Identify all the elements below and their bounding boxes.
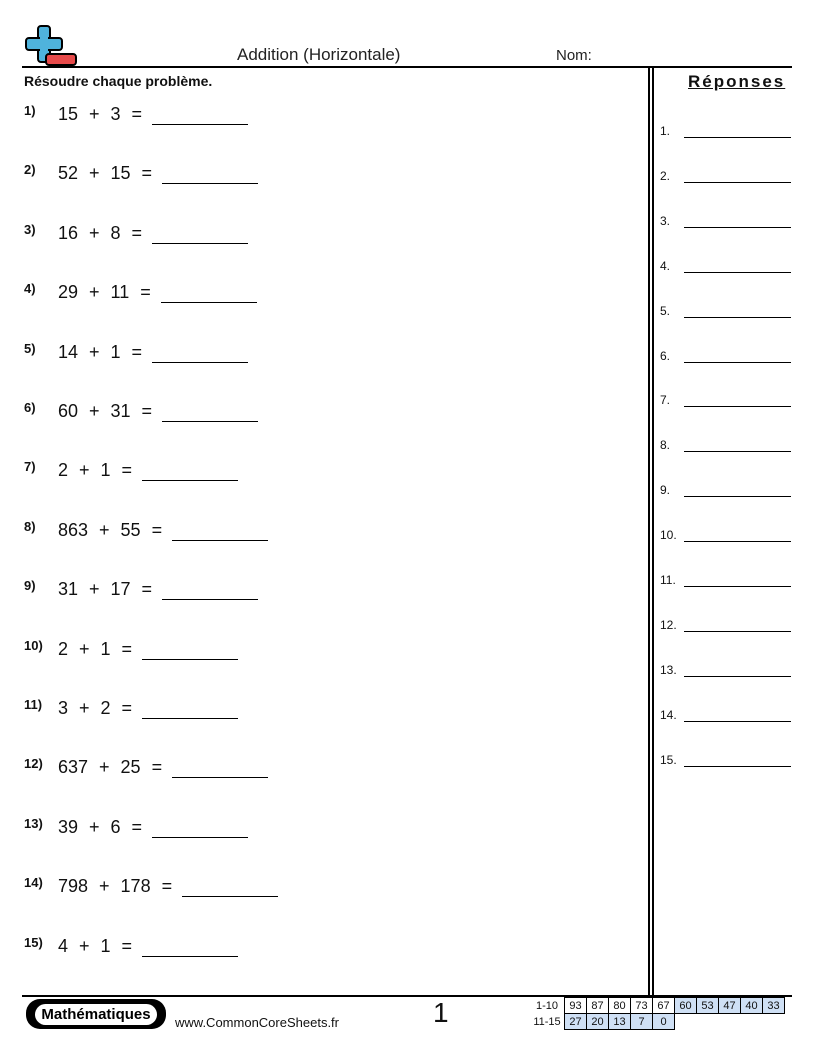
answer-row bbox=[660, 214, 791, 228]
problem-item bbox=[24, 814, 248, 838]
worksheet-title: Addition (Horizontale) bbox=[237, 45, 401, 64]
problem-expression: 863 + 55 = bbox=[58, 519, 163, 540]
problem-item bbox=[24, 279, 257, 303]
answer-line[interactable] bbox=[684, 215, 791, 228]
score-cell: 47 bbox=[719, 998, 741, 1014]
answer-number: 15. bbox=[660, 752, 677, 767]
answer-row bbox=[660, 483, 791, 497]
answer-line[interactable] bbox=[684, 619, 791, 632]
problem-expression: 2 + 1 = bbox=[58, 460, 133, 481]
answer-blank[interactable] bbox=[152, 819, 248, 838]
answer-number: 7. bbox=[660, 393, 671, 408]
answer-blank[interactable] bbox=[172, 759, 268, 778]
problem-expression: 29 + 11 = bbox=[58, 282, 151, 303]
problem-expression: 637 + 25 = bbox=[58, 757, 163, 778]
score-cell: 20 bbox=[587, 1014, 609, 1030]
answer-blank[interactable] bbox=[152, 225, 248, 244]
score-cell: 87 bbox=[587, 998, 609, 1014]
header-divider bbox=[22, 66, 792, 68]
answer-row bbox=[660, 304, 791, 318]
math-logo-icon bbox=[22, 24, 80, 68]
problem-number: 2) bbox=[24, 162, 36, 178]
answer-blank[interactable] bbox=[142, 700, 238, 719]
score-cell: 27 bbox=[565, 1014, 587, 1030]
score-cell: 93 bbox=[565, 998, 587, 1014]
problem-expression: 4 + 1 = bbox=[58, 935, 133, 956]
answer-blank[interactable] bbox=[162, 403, 258, 422]
answer-row bbox=[660, 124, 791, 138]
answer-number: 3. bbox=[660, 213, 671, 228]
problem-number: 9) bbox=[24, 578, 36, 594]
score-cell: 53 bbox=[697, 998, 719, 1014]
problem-number: 15) bbox=[24, 934, 43, 950]
answer-line[interactable] bbox=[684, 709, 791, 722]
answer-row bbox=[660, 393, 791, 407]
page-number: 1 bbox=[433, 997, 449, 1028]
problem-number: 10) bbox=[24, 637, 43, 653]
problem-item bbox=[24, 220, 248, 244]
answer-row bbox=[660, 349, 791, 363]
problem-expression: 14 + 1 = bbox=[58, 341, 143, 362]
problem-number: 8) bbox=[24, 518, 36, 534]
answer-blank[interactable] bbox=[142, 938, 238, 957]
problem-expression: 16 + 8 = bbox=[58, 222, 143, 243]
answer-number: 11. bbox=[660, 573, 676, 587]
problem-number: 4) bbox=[24, 281, 36, 297]
problem-number: 14) bbox=[24, 875, 43, 891]
answer-blank[interactable] bbox=[172, 522, 268, 541]
answer-line[interactable] bbox=[684, 664, 791, 677]
answer-row bbox=[660, 618, 791, 632]
column-divider-right bbox=[652, 67, 654, 996]
score-cell: 13 bbox=[609, 1014, 631, 1030]
column-divider-left bbox=[648, 67, 650, 996]
problem-item bbox=[24, 101, 248, 125]
answer-blank[interactable] bbox=[162, 165, 258, 184]
problem-expression: 52 + 15 = bbox=[58, 163, 153, 184]
answer-line[interactable] bbox=[684, 170, 791, 183]
answer-line[interactable] bbox=[684, 754, 791, 767]
score-row-label: 1-10 bbox=[535, 999, 559, 1012]
answer-blank[interactable] bbox=[161, 284, 257, 303]
answer-number: 2. bbox=[660, 168, 671, 183]
answer-number: 12. bbox=[660, 617, 677, 632]
answer-number: 6. bbox=[660, 348, 671, 363]
problem-number: 5) bbox=[24, 340, 36, 356]
score-cell: 67 bbox=[653, 998, 675, 1014]
problem-item bbox=[24, 754, 268, 778]
answer-row bbox=[660, 169, 791, 183]
answer-number: 13. bbox=[660, 662, 677, 677]
problem-expression: 3 + 2 = bbox=[58, 698, 133, 718]
problem-item bbox=[24, 576, 258, 600]
score-row-1-10 bbox=[530, 998, 785, 1014]
answer-blank[interactable] bbox=[152, 106, 248, 125]
answer-number: 5. bbox=[660, 303, 671, 318]
answer-number: 14. bbox=[660, 707, 677, 722]
problem-item bbox=[24, 873, 278, 897]
problem-item bbox=[24, 517, 268, 541]
problem-number: 12) bbox=[24, 756, 43, 772]
problem-item bbox=[24, 398, 258, 422]
subject-badge-label: Mathématiques bbox=[35, 1004, 156, 1025]
problem-expression: 798 + 178 = bbox=[58, 876, 173, 897]
name-label: Nom: bbox=[556, 47, 592, 64]
answer-line[interactable] bbox=[684, 305, 791, 318]
answer-blank[interactable] bbox=[142, 462, 238, 481]
answer-number: 8. bbox=[660, 438, 671, 453]
score-cell: 73 bbox=[631, 998, 653, 1014]
problem-item bbox=[24, 636, 238, 660]
problem-number: 3) bbox=[24, 221, 36, 237]
answer-line[interactable] bbox=[684, 350, 791, 363]
answer-number: 1. bbox=[660, 124, 671, 138]
problem-expression: 15 + 3 = bbox=[58, 104, 143, 124]
answers-title: Réponses bbox=[688, 72, 786, 91]
score-cell: 7 bbox=[631, 1014, 653, 1030]
score-cell: 40 bbox=[741, 998, 763, 1014]
site-url: www.CommonCoreSheets.fr bbox=[175, 1015, 339, 1030]
score-row-label: 11-15 bbox=[533, 1015, 561, 1028]
instructions: Résoudre chaque problème. bbox=[24, 73, 213, 89]
problem-item bbox=[24, 339, 248, 363]
answer-number: 4. bbox=[660, 258, 671, 273]
score-cell: 33 bbox=[763, 998, 785, 1014]
score-cell: 60 bbox=[675, 998, 697, 1014]
problem-expression: 2 + 1 = bbox=[58, 638, 133, 659]
problem-item bbox=[24, 457, 238, 481]
problem-number: 7) bbox=[24, 459, 36, 475]
problem-expression: 60 + 31 = bbox=[58, 401, 153, 421]
answer-line[interactable] bbox=[684, 125, 791, 138]
problem-number: 1) bbox=[24, 103, 36, 118]
problem-item bbox=[24, 933, 238, 957]
answer-number: 9. bbox=[660, 483, 671, 498]
answer-blank[interactable] bbox=[152, 344, 248, 363]
problem-item bbox=[24, 160, 258, 184]
answer-row bbox=[660, 528, 791, 542]
answer-blank[interactable] bbox=[182, 878, 278, 897]
answer-row bbox=[660, 438, 791, 452]
answer-line[interactable] bbox=[684, 574, 791, 587]
problem-expression: 31 + 17 = bbox=[58, 579, 153, 600]
score-row-11-15 bbox=[530, 1014, 785, 1030]
answer-blank[interactable] bbox=[162, 581, 258, 600]
problem-number: 13) bbox=[24, 815, 43, 831]
answer-line[interactable] bbox=[684, 529, 791, 542]
problem-expression: 39 + 6 = bbox=[58, 816, 143, 837]
answer-line[interactable] bbox=[684, 394, 791, 407]
answer-line[interactable] bbox=[684, 260, 791, 273]
answer-blank[interactable] bbox=[142, 641, 238, 660]
answer-row bbox=[660, 753, 791, 767]
score-table bbox=[530, 997, 785, 1030]
answer-row bbox=[660, 663, 791, 677]
answer-row bbox=[660, 573, 791, 587]
answer-number: 10. bbox=[660, 528, 677, 543]
score-cell: 80 bbox=[609, 998, 631, 1014]
answer-line[interactable] bbox=[684, 439, 791, 452]
answer-row bbox=[660, 708, 791, 722]
problem-item bbox=[24, 695, 238, 719]
problem-number: 6) bbox=[24, 400, 36, 415]
problem-number: 11) bbox=[24, 697, 43, 712]
subject-badge bbox=[26, 999, 166, 1029]
answer-line[interactable] bbox=[684, 484, 791, 497]
answer-row bbox=[660, 259, 791, 273]
score-cell: 0 bbox=[653, 1014, 675, 1030]
